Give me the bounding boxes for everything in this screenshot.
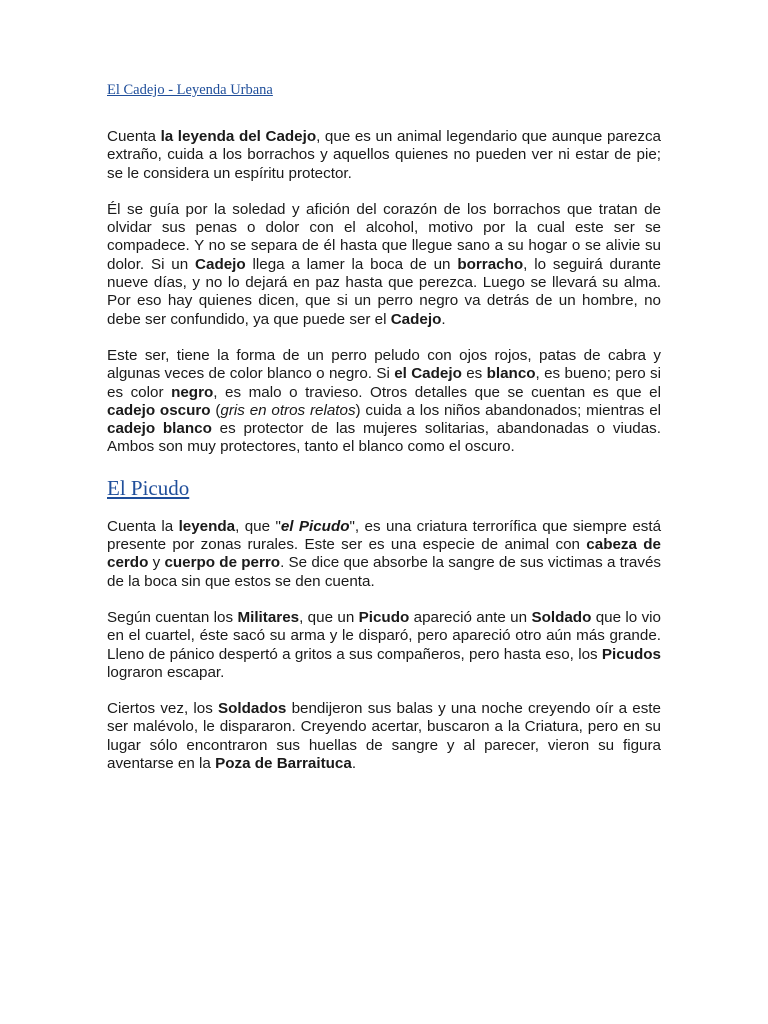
text-run: , que un: [299, 608, 359, 626]
text-run: Él se guía por la soledad y afición del corazón de los borrachos que tratan de olvidar sus penas o dolor con el alcohol, motivo por la cual este ser se compadece. Y no se separa de él hasta que llegue sano a su hogar o se alivie su dolor. Si un: [107, 200, 661, 273]
text-run: Picudos: [601, 645, 661, 663]
text-run: Cadejo: [195, 255, 246, 273]
picudo-paragraph-2: [107, 609, 661, 682]
section-heading-picudo: El Picudo: [107, 475, 190, 500]
text-run: llega a lamer la boca de un: [245, 255, 458, 273]
text-run: blanco: [486, 365, 536, 383]
text-run: bendijeron sus balas y una noche creyendo oír a este ser malévolo, le dispararon. Creyendo acertar, buscaron a la Criatura, pero en su lugar sólo encontraron sus huellas de sangre y al parecer, vieron su figura aventarse en la: [107, 700, 661, 773]
text-run: (: [210, 401, 221, 419]
text-run: el Cadejo: [394, 365, 462, 383]
text-run: cuerpo de perro: [164, 554, 281, 572]
text-run: lograron escapar.: [107, 663, 225, 681]
document-title: El Cadejo - Leyenda Urbana: [107, 82, 273, 98]
cadejo-paragraph-1: [107, 128, 661, 183]
text-run: es protector de las mujeres solitarias, abandonadas o viudas. Ambos son muy protectores, tanto el blanco como el oscuro.: [107, 420, 661, 456]
text-run: es: [461, 365, 487, 383]
text-run: borracho: [457, 255, 524, 273]
text-run: Soldados: [218, 700, 287, 718]
text-run: Militares: [237, 608, 300, 626]
text-run: Cuenta: [107, 128, 161, 145]
text-run: cadejo oscuro: [107, 401, 211, 419]
text-run: cabeza de cerdo: [107, 536, 661, 572]
text-run: Según cuentan los: [107, 608, 238, 626]
text-run: negro: [171, 383, 214, 401]
text-run: , que es un animal legendario que aunque parezca extraño, cuida a los borrachos y aquellos quienes no pueden ver ni estar de pie; se le considera un espíritu protector.: [107, 128, 661, 182]
text-run: , es bueno; pero si es color: [107, 365, 661, 401]
text-run: y: [148, 554, 165, 572]
cadejo-paragraph-3: [107, 347, 661, 457]
text-run: .: [351, 755, 357, 773]
text-run: ) cuida a los niños abandonados; mientras el: [355, 401, 662, 419]
text-run: Picudo: [358, 608, 410, 626]
text-run: , lo seguirá durante nueve días, y no lo dejará en paz hasta que perezca. Luego se llevará su alma. Por eso hay quienes dicen, que si un perro negro va detrás de un hombre, no debe ser confundido, ya que puede ser el: [107, 255, 661, 328]
text-run: . Se dice que absorbe la sangre de sus victimas a través de la boca sin que estos se den cuenta.: [107, 554, 661, 590]
text-run: Cuenta la: [107, 517, 179, 535]
text-run: que lo vio en el cuartel, éste sacó su arma y le disparó, pero apareció otro aún más grande. Lleno de pánico despertó a gritos a sus compañeros, pero hasta eso, los: [107, 608, 661, 663]
text-run: , es malo o travieso. Otros detalles que se cuentan es que el: [213, 383, 661, 401]
text-run: Ciertos vez, los: [107, 700, 218, 718]
text-run: Soldado: [531, 608, 592, 626]
document-page: [107, 81, 661, 773]
text-run: cadejo blanco: [107, 420, 212, 438]
text-run: Poza de Barraituca: [215, 755, 352, 773]
text-run: apareció ante un: [409, 608, 532, 626]
text-run: Este ser, tiene la forma de un perro peludo con ojos rojos, patas de cabra y algunas veces de color blanco o negro. Si: [107, 346, 661, 383]
cadejo-paragraph-2: [107, 201, 661, 329]
picudo-paragraph-1: [107, 518, 661, 591]
text-run: gris en otros relatos: [220, 401, 356, 419]
text-run: leyenda: [178, 517, 236, 535]
picudo-paragraph-3: [107, 700, 661, 773]
text-run: el Picudo: [280, 517, 350, 535]
text-run: ", es una criatura terrorífica que siempre está presente por zonas rurales. Este ser es una especie de animal con: [107, 517, 662, 554]
text-run: Cadejo: [390, 310, 442, 328]
text-run: .: [441, 310, 446, 328]
text-run: , que ": [235, 517, 281, 535]
text-run: la leyenda del Cadejo: [160, 128, 317, 145]
